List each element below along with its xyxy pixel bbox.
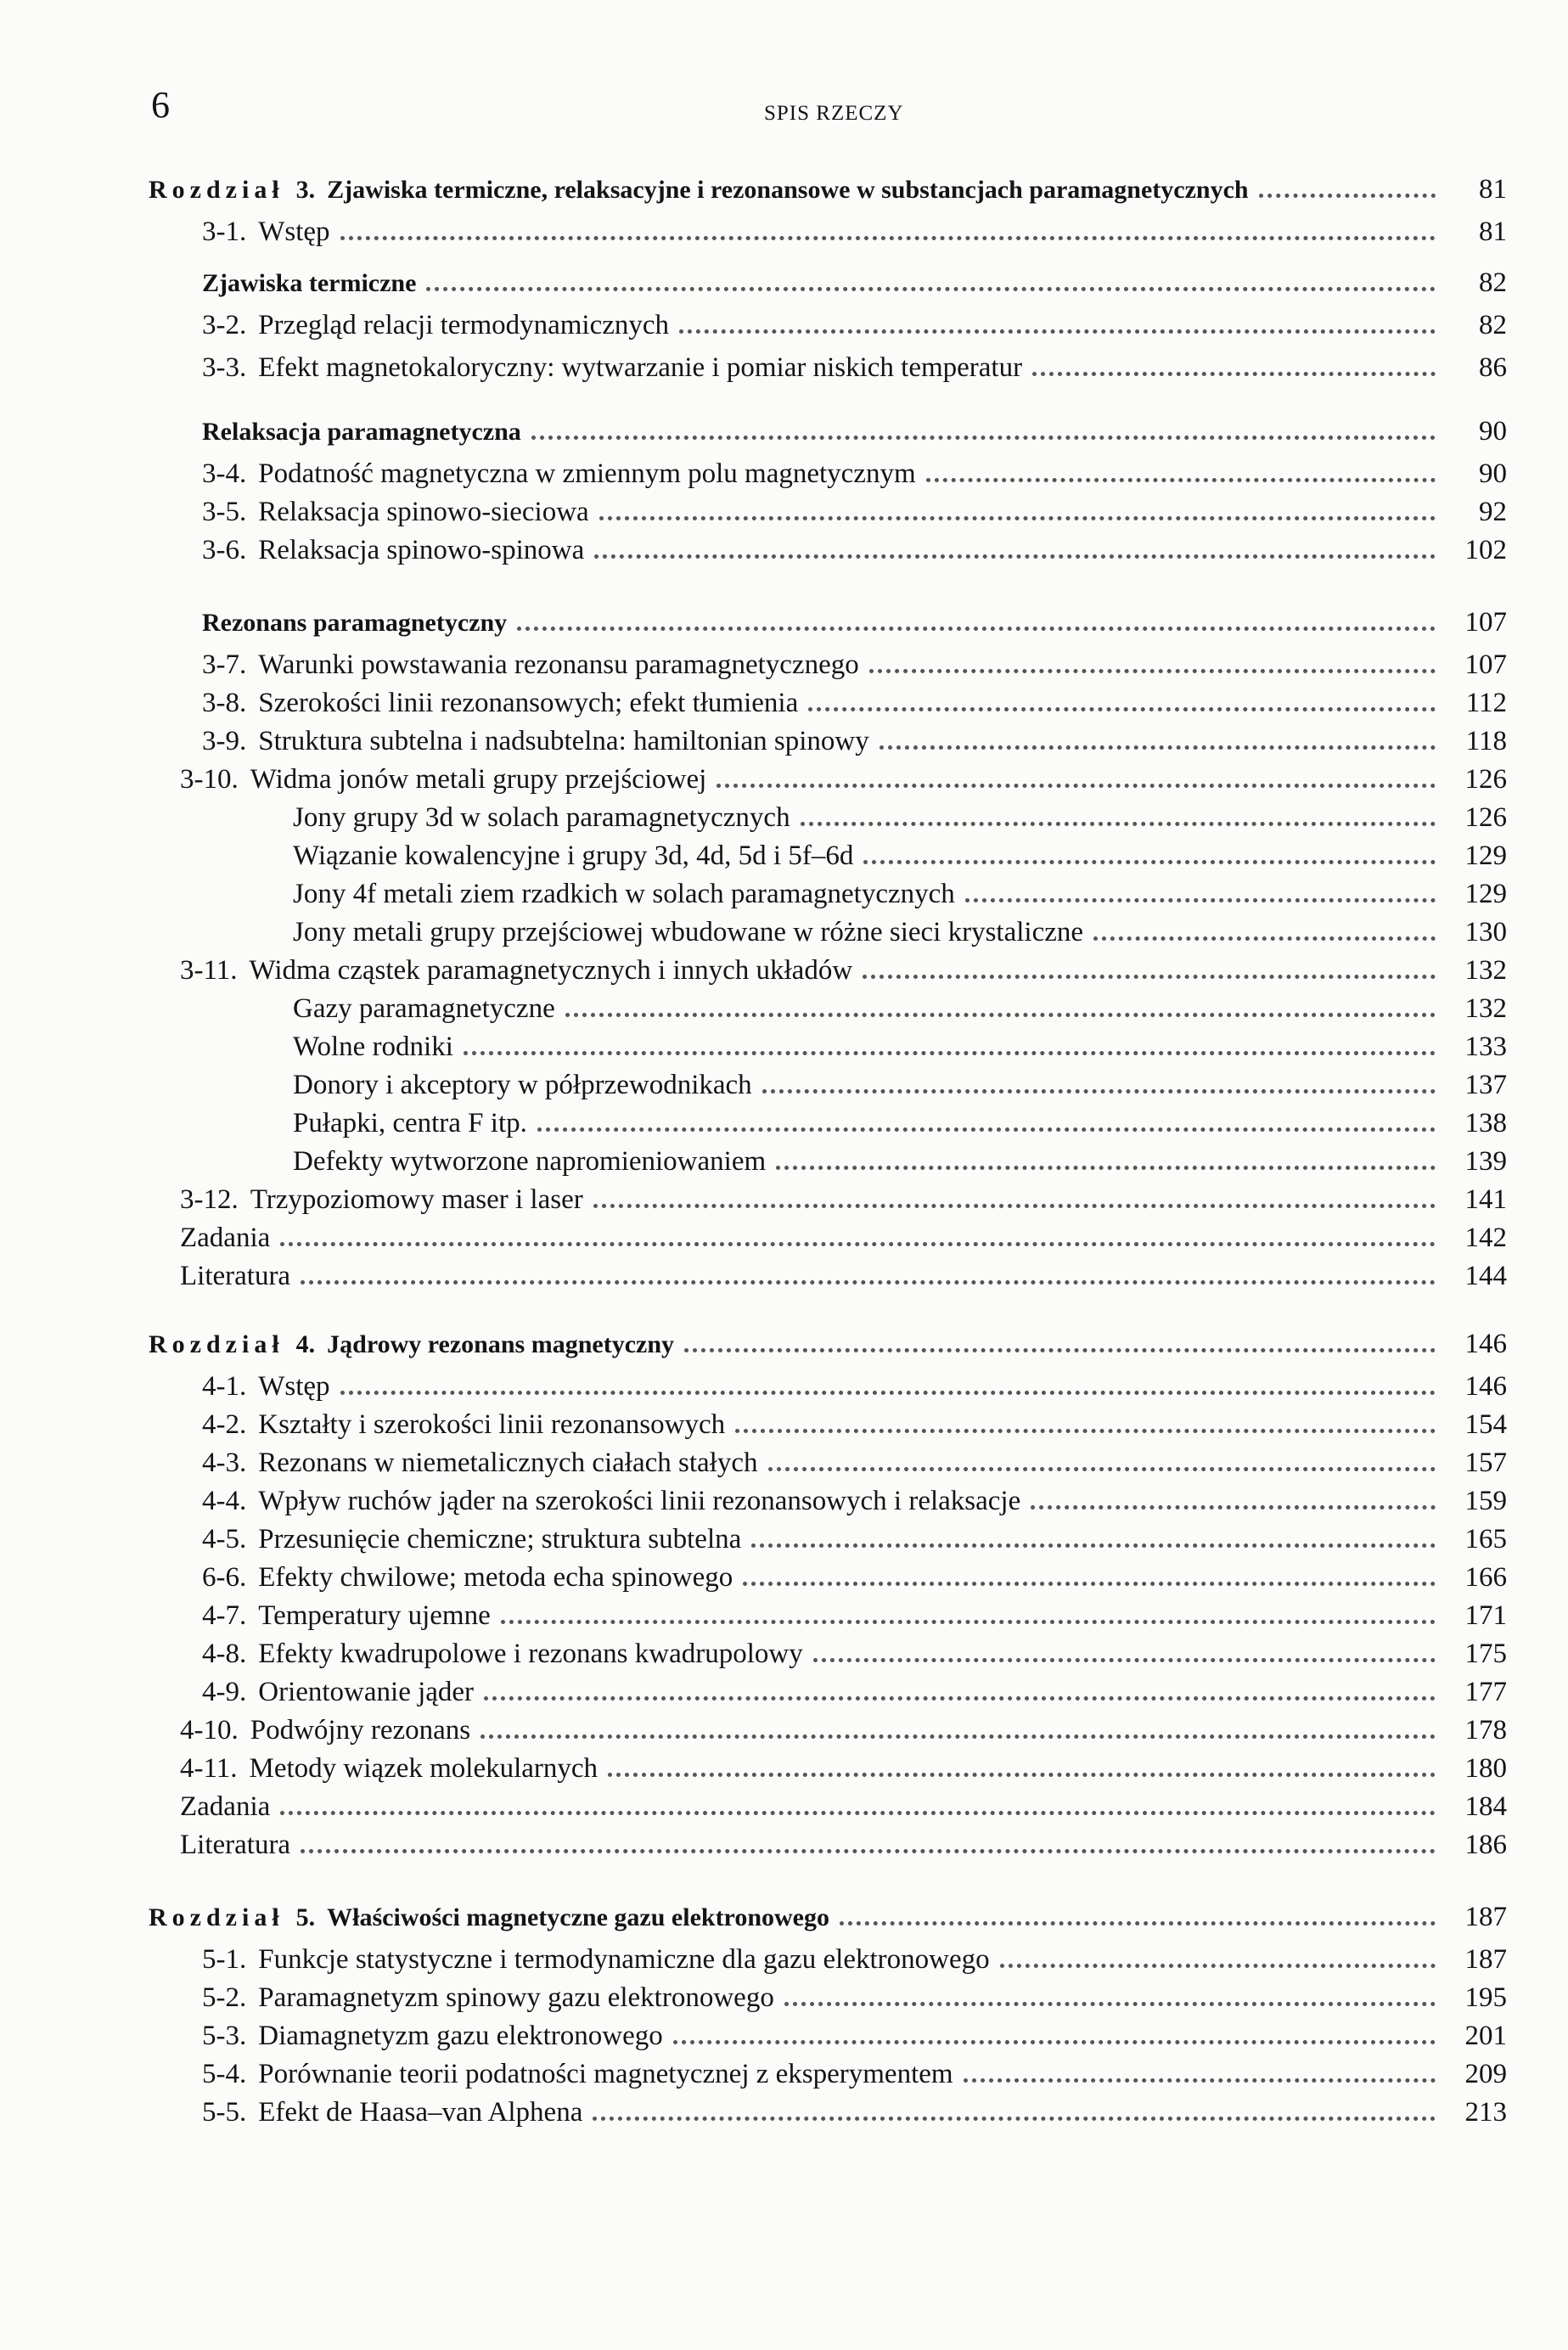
toc-entry <box>202 726 1507 763</box>
entry-text: Funkcje statystyczne i termodynamiczne dla gazu elektronowego <box>258 1944 990 1975</box>
dot-leader <box>340 236 1436 240</box>
entry-text: Rezonans paramagnetyczny <box>202 609 508 637</box>
page-ref: 141 <box>1464 1184 1507 1215</box>
toc-entry <box>180 1830 1507 1867</box>
entry-text: Widma jonów metali grupy przejściowej <box>250 764 707 795</box>
toc-entry <box>202 1677 1507 1714</box>
entry-number: 4-7. <box>202 1600 247 1631</box>
dot-leader <box>863 860 1436 864</box>
entry-title <box>202 418 531 447</box>
page-ref: 154 <box>1464 1409 1507 1440</box>
entry-text: Zadania <box>180 1791 271 1822</box>
entry-text: Przegląd relacji termodynamicznych <box>258 310 670 340</box>
entry-number: 4-1. <box>202 1371 247 1402</box>
dot-leader <box>608 1773 1436 1777</box>
page-ref: 138 <box>1464 1108 1507 1138</box>
entry-text: Efekt de Haasa–van Alphena <box>258 2097 583 2128</box>
page-ref: 201 <box>1464 2021 1507 2051</box>
entry-text: Trzypoziomowy maser i laser <box>250 1184 583 1215</box>
dot-leader <box>751 1543 1436 1548</box>
page-ref: 90 <box>1479 458 1507 489</box>
dot-leader <box>964 2078 1436 2083</box>
entry-number: 4-10. <box>180 1715 239 1746</box>
page-ref: 177 <box>1464 1677 1507 1707</box>
entry-title <box>202 688 808 719</box>
dot-leader <box>593 2117 1436 2121</box>
entry-title <box>202 1371 340 1403</box>
entry-number: 3. <box>295 176 316 204</box>
entry-title <box>180 1261 301 1292</box>
dot-leader <box>301 1849 1436 1853</box>
entry-number: 6-6. <box>202 1562 247 1593</box>
toc-entry <box>202 458 1507 496</box>
dot-leader <box>869 669 1436 673</box>
entry-number: 4-3. <box>202 1448 247 1478</box>
entry-title <box>293 879 965 910</box>
entry-text: Efekty chwilowe; metoda echa spinowego <box>258 1562 733 1593</box>
toc-entry <box>202 2021 1507 2058</box>
entry-text: Efekty kwadrupolowe i rezonans kwadrupolowy <box>258 1639 803 1669</box>
toc-entry <box>202 1486 1507 1523</box>
page-ref: 187 <box>1464 1902 1507 1932</box>
dot-leader <box>801 822 1436 826</box>
dot-leader <box>863 975 1436 979</box>
dot-leader <box>735 1429 1436 1433</box>
entry-text: Jony grupy 3d w solach paramagnetycznych <box>293 802 790 833</box>
toc-entry <box>202 1371 1507 1408</box>
dot-leader <box>1031 1505 1436 1510</box>
entry-text: Jony metali grupy przejściowej wbudowane w różne sieci krystaliczne <box>293 917 1084 947</box>
entry-title <box>180 764 717 796</box>
page-ref: 107 <box>1464 649 1507 680</box>
entry-text: Przesunięcie chemiczne; struktura subtelna <box>258 1524 742 1554</box>
dot-leader <box>880 745 1436 750</box>
dot-leader <box>813 1658 1436 1662</box>
toc-entry <box>202 310 1507 347</box>
page-ref: 126 <box>1464 764 1507 795</box>
entry-title <box>202 352 1032 384</box>
page-ref: 175 <box>1464 1639 1507 1669</box>
entry-title <box>293 993 565 1025</box>
entry-title <box>202 1944 1000 1976</box>
toc-entry <box>293 1108 1507 1145</box>
entry-text: Wolne rodniki <box>293 1032 453 1062</box>
entry-number: 5-2. <box>202 1982 247 2013</box>
page-ref: 165 <box>1464 1524 1507 1554</box>
entry-title <box>293 917 1093 948</box>
page-ref: 144 <box>1464 1261 1507 1291</box>
page-ref: 171 <box>1464 1600 1507 1631</box>
entry-text: Temperatury ujemne <box>258 1600 491 1631</box>
toc-entry <box>293 1146 1507 1183</box>
chapter-heading <box>149 174 1507 211</box>
entry-title <box>180 1715 481 1746</box>
page-ref: 92 <box>1479 497 1507 527</box>
toc-entry <box>202 216 1507 254</box>
dot-leader <box>768 1467 1436 1471</box>
page-ref: 112 <box>1465 688 1507 718</box>
entry-text: Widma cząstek paramagnetycznych i innych układów <box>249 955 853 986</box>
page-ref: 187 <box>1464 1944 1507 1975</box>
entry-text: Efekt magnetokaloryczny: wytwarzanie i pomiar niskich temperatur <box>258 352 1023 383</box>
entry-title <box>149 176 1259 205</box>
toc-entry <box>293 879 1507 916</box>
page-ref: 159 <box>1464 1486 1507 1516</box>
dot-leader <box>517 627 1436 631</box>
entry-text: Właściwości magnetyczne gazu elektronowego <box>327 1903 829 1931</box>
chapter-label: Rozdział <box>149 1330 284 1358</box>
entry-title <box>180 1223 280 1254</box>
entry-number: 4-11. <box>180 1753 238 1784</box>
toc-entry <box>180 1791 1507 1829</box>
page-ref: 213 <box>1464 2097 1507 2128</box>
toc-entry <box>202 1448 1507 1485</box>
dot-leader <box>1000 1964 1436 1968</box>
page-number: 6 <box>151 84 170 126</box>
dot-leader <box>340 1391 1436 1395</box>
page-ref: 82 <box>1479 310 1507 340</box>
entry-number: 4. <box>295 1330 316 1358</box>
toc-entry <box>293 1070 1507 1107</box>
entry-number: 3-9. <box>202 726 247 756</box>
entry-text: Jądrowy rezonans magnetyczny <box>327 1330 675 1358</box>
page-ref: 132 <box>1464 993 1507 1024</box>
page-ref: 209 <box>1464 2059 1507 2089</box>
entry-title <box>180 1184 593 1216</box>
entry-text: Diamagnetyzm gazu elektronowego <box>258 2021 663 2051</box>
entry-title <box>180 955 863 987</box>
entry-title <box>202 649 869 681</box>
dot-leader <box>965 898 1436 902</box>
toc-entry <box>202 649 1507 687</box>
dot-leader <box>776 1166 1436 1170</box>
entry-title <box>202 726 880 757</box>
toc-entry <box>202 1562 1507 1599</box>
toc-entry <box>180 955 1507 992</box>
entry-title <box>202 1486 1031 1517</box>
toc-entry <box>293 993 1507 1031</box>
dot-leader <box>565 1013 1436 1017</box>
entry-number: 4-5. <box>202 1524 247 1554</box>
entry-title <box>202 1562 743 1594</box>
page-ref: 130 <box>1464 917 1507 947</box>
page-ref: 86 <box>1479 352 1507 383</box>
entry-title <box>202 2097 593 2128</box>
entry-text: Relaksacja paramagnetyczna <box>202 418 521 446</box>
toc-entry <box>202 1524 1507 1561</box>
entry-title <box>202 1409 735 1441</box>
entry-title <box>180 1753 608 1785</box>
page-ref: 139 <box>1464 1146 1507 1177</box>
entry-title <box>202 269 426 298</box>
dot-leader <box>784 2002 1436 2006</box>
entry-title <box>202 497 599 528</box>
dot-leader <box>537 1127 1436 1132</box>
dot-leader <box>1259 194 1436 198</box>
toc-entry <box>293 917 1507 954</box>
dot-leader <box>808 707 1436 711</box>
entry-number: 3-11. <box>180 955 238 986</box>
running-title: SPIS RZECZY <box>764 102 904 125</box>
toc-entry <box>202 535 1507 572</box>
dot-leader <box>679 329 1436 334</box>
entry-title <box>202 609 517 638</box>
dot-leader <box>1032 372 1436 376</box>
entry-number: 4-2. <box>202 1409 247 1440</box>
page-ref: 180 <box>1464 1753 1507 1784</box>
chapter-heading <box>149 1329 1507 1366</box>
toc-entry <box>293 802 1507 840</box>
entry-text: Literatura <box>180 1261 291 1291</box>
entry-text: Kształty i szerokości linii rezonansowych <box>258 1409 726 1440</box>
dot-leader <box>840 1921 1436 1926</box>
entry-title <box>202 458 926 490</box>
dot-leader <box>762 1089 1436 1093</box>
entry-title <box>293 802 801 834</box>
entry-title <box>293 1070 762 1101</box>
entry-text: Defekty wytworzone napromieniowaniem <box>293 1146 767 1177</box>
entry-title <box>202 535 594 566</box>
entry-number: 5-3. <box>202 2021 247 2051</box>
page-ref: 195 <box>1464 1982 1507 2013</box>
entry-text: Wiązanie kowalencyjne i grupy 3d, 4d, 5d i 5f–6d <box>293 840 854 871</box>
entry-title <box>202 1982 784 2014</box>
dot-leader <box>531 436 1436 440</box>
dot-leader <box>717 784 1436 788</box>
dot-leader <box>464 1051 1436 1055</box>
entry-title <box>202 1639 813 1670</box>
chapter-label: Rozdział <box>149 1903 284 1931</box>
page-ref: 129 <box>1464 879 1507 909</box>
dot-leader <box>484 1696 1436 1701</box>
page-ref: 132 <box>1464 955 1507 986</box>
entry-text: Podatność magnetyczna w zmiennym polu magnetycznym <box>258 458 916 489</box>
page-ref: 82 <box>1479 267 1507 298</box>
entry-number: 3-7. <box>202 649 247 680</box>
chapter-heading <box>149 1902 1507 1939</box>
dot-leader <box>501 1620 1436 1624</box>
entry-number: 3-8. <box>202 688 247 718</box>
entry-title <box>202 310 679 341</box>
dot-leader <box>481 1734 1436 1739</box>
page-ref: 178 <box>1464 1715 1507 1746</box>
page-ref: 184 <box>1464 1791 1507 1822</box>
section-heading <box>202 416 1507 453</box>
toc-entry <box>202 2097 1507 2134</box>
entry-number: 3-10. <box>180 764 239 795</box>
entry-title <box>149 1330 684 1359</box>
entry-text: Podwójny rezonans <box>250 1715 471 1746</box>
entry-text: Pułapki, centra F itp. <box>293 1108 527 1138</box>
entry-text: Wpływ ruchów jąder na szerokości linii rezonansowych i relaksacje <box>258 1486 1021 1516</box>
toc-entry <box>202 1639 1507 1676</box>
entry-number: 5-5. <box>202 2097 247 2128</box>
page-ref: 166 <box>1464 1562 1507 1593</box>
entry-number: 3-3. <box>202 352 247 383</box>
toc-entry <box>180 1753 1507 1791</box>
entry-number: 3-12. <box>180 1184 239 1215</box>
entry-text: Gazy paramagnetyczne <box>293 993 555 1024</box>
page-ref: 146 <box>1464 1329 1507 1359</box>
chapter-label: Rozdział <box>149 176 284 204</box>
entry-number: 4-8. <box>202 1639 247 1669</box>
page-ref: 186 <box>1464 1830 1507 1860</box>
toc-entry <box>180 1715 1507 1752</box>
page-ref: 107 <box>1464 607 1507 638</box>
entry-title <box>180 1830 301 1861</box>
entry-title <box>293 1146 776 1178</box>
entry-text: Struktura subtelna i nadsubtelna: hamiltonian spinowy <box>258 726 869 756</box>
entry-number: 3-1. <box>202 216 247 247</box>
entry-text: Zadania <box>180 1223 271 1253</box>
entry-number: 4-9. <box>202 1677 247 1707</box>
entry-number: 4-4. <box>202 1486 247 1516</box>
entry-title <box>202 1448 768 1479</box>
toc-entry <box>202 1944 1507 1982</box>
entry-text: Literatura <box>180 1830 291 1860</box>
dot-leader <box>301 1280 1436 1285</box>
entry-text: Zjawiska termiczne, relaksacyjne i rezonansowe w substancjach paramagnetycznych <box>327 176 1249 204</box>
entry-text: Relaksacja spinowo-sieciowa <box>258 497 589 527</box>
page-ref: 81 <box>1479 174 1507 205</box>
dot-leader <box>684 1348 1436 1352</box>
page-ref: 118 <box>1465 726 1507 756</box>
entry-text: Orientowanie jąder <box>258 1677 475 1707</box>
dot-leader <box>426 287 1436 291</box>
page-ref: 137 <box>1464 1070 1507 1100</box>
section-heading <box>202 267 1507 305</box>
entry-title <box>149 1903 840 1932</box>
toc-entry <box>202 2059 1507 2096</box>
entry-title <box>293 1032 464 1063</box>
entry-text: Relaksacja spinowo-spinowa <box>258 535 585 565</box>
dot-leader <box>594 554 1436 559</box>
entry-title <box>180 1791 280 1823</box>
toc-entry <box>180 1261 1507 1298</box>
entry-title <box>202 216 340 248</box>
dot-leader <box>673 2040 1436 2044</box>
entry-text: Jony 4f metali ziem rzadkich w solach paramagnetycznych <box>293 879 955 909</box>
entry-title <box>202 2059 964 2090</box>
entry-title <box>202 2021 673 2052</box>
toc-entry <box>202 1982 1507 2020</box>
entry-number: 3-2. <box>202 310 247 340</box>
toc-entry <box>202 1600 1507 1638</box>
entry-title <box>202 1524 751 1555</box>
entry-number: 5-1. <box>202 1944 247 1975</box>
toc-entry <box>293 1032 1507 1069</box>
entry-text: Wstęp <box>258 1371 330 1402</box>
toc-entry <box>180 1223 1507 1260</box>
entry-number: 3-5. <box>202 497 247 527</box>
entry-text: Warunki powstawania rezonansu paramagnetycznego <box>258 649 859 680</box>
entry-title <box>293 1108 537 1139</box>
toc-entry <box>180 1184 1507 1222</box>
entry-text: Donory i akceptory w półprzewodnikach <box>293 1070 752 1100</box>
page-ref: 129 <box>1464 840 1507 871</box>
toc-entry <box>202 1409 1507 1447</box>
toc-entry <box>202 352 1507 390</box>
dot-leader <box>593 1204 1436 1208</box>
entry-text: Rezonans w niemetalicznych ciałach stałych <box>258 1448 758 1478</box>
dot-leader <box>1093 936 1436 941</box>
page-ref: 157 <box>1464 1448 1507 1478</box>
entry-text: Paramagnetyzm spinowy gazu elektronowego <box>258 1982 774 2013</box>
section-heading <box>202 607 1507 644</box>
page-ref: 133 <box>1464 1032 1507 1062</box>
page-ref: 81 <box>1479 216 1507 247</box>
toc-entry <box>202 688 1507 725</box>
entry-text: Szerokości linii rezonansowych; efekt tłumienia <box>258 688 799 718</box>
entry-text: Zjawiska termiczne <box>202 269 417 297</box>
entry-number: 3-6. <box>202 535 247 565</box>
entry-text: Metody wiązek molekularnych <box>249 1753 599 1784</box>
page-ref: 90 <box>1479 416 1507 447</box>
toc-entry <box>293 840 1507 878</box>
toc-entry <box>180 764 1507 801</box>
entry-number: 5. <box>295 1903 316 1931</box>
page-ref: 146 <box>1464 1371 1507 1402</box>
dot-leader <box>743 1582 1436 1586</box>
entry-title <box>202 1677 484 1708</box>
dot-leader <box>280 1242 1436 1246</box>
page-ref: 102 <box>1464 535 1507 565</box>
entry-title <box>293 840 863 872</box>
dot-leader <box>599 516 1436 520</box>
entry-number: 3-4. <box>202 458 247 489</box>
dot-leader <box>926 478 1436 482</box>
toc-entry <box>202 497 1507 534</box>
entry-text: Wstęp <box>258 216 330 247</box>
entry-text: Porównanie teorii podatności magnetycznej z eksperymentem <box>258 2059 953 2089</box>
entry-number: 5-4. <box>202 2059 247 2089</box>
page-ref: 142 <box>1464 1223 1507 1253</box>
page-ref: 126 <box>1464 802 1507 833</box>
entry-title <box>202 1600 501 1632</box>
dot-leader <box>280 1811 1436 1815</box>
